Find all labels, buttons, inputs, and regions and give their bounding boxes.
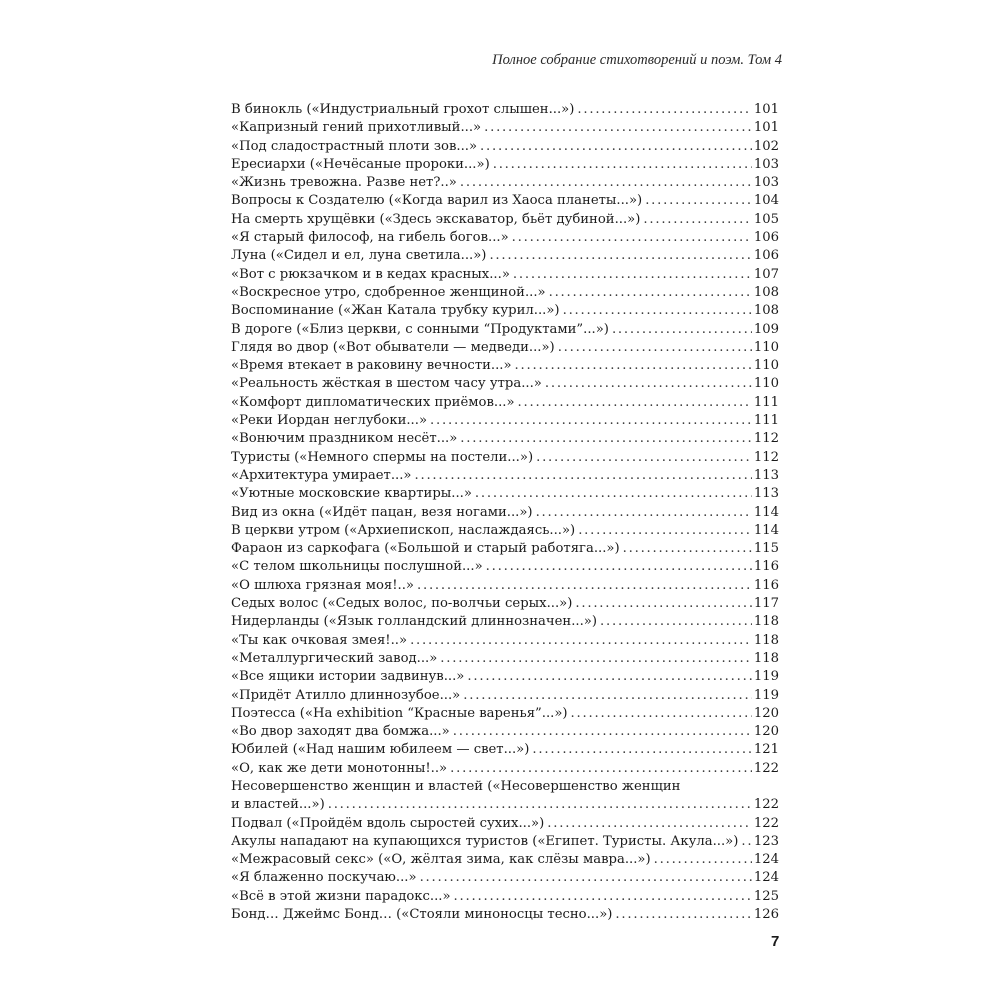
toc-entry (231, 192, 779, 210)
toc-entry (231, 375, 779, 393)
dot-leader (453, 723, 752, 741)
toc-entry (231, 906, 779, 924)
toc-entry (231, 229, 779, 247)
dot-leader (489, 247, 751, 265)
toc-entry-page: 110 (753, 358, 779, 374)
dot-leader (513, 266, 752, 284)
toc-entry-page: 112 (753, 449, 779, 465)
running-header: Полное собрание стихотворений и поэм. Том 4 (492, 52, 782, 68)
toc-entry-page: 102 (753, 138, 779, 154)
toc-entry (231, 247, 779, 265)
toc-entry-title: В бинокль («Индустриальный грохот слышен...») (231, 102, 575, 117)
toc-entry (231, 101, 779, 119)
toc-entry (231, 650, 779, 668)
dot-leader (536, 449, 752, 467)
toc-entry-page: 116 (753, 577, 779, 593)
toc-entry (231, 467, 779, 485)
toc-entry (231, 485, 779, 503)
toc-entry-title: «Я старый философ, на гибель богов...» (231, 230, 509, 246)
toc-entry (231, 632, 779, 650)
dot-leader (645, 192, 752, 210)
toc-entry (231, 449, 779, 467)
toc-entry (231, 705, 779, 723)
toc-entry-page: 124 (753, 870, 779, 886)
toc-entry (231, 723, 779, 741)
toc-entry (231, 138, 779, 156)
dot-leader (741, 833, 751, 851)
dot-leader (532, 741, 751, 759)
toc-entry-title: «Вонючим праздником несёт...» (231, 431, 458, 447)
dot-leader (430, 412, 752, 430)
dot-leader (577, 101, 751, 119)
toc-entry-title: «Придёт Атилло длиннозубое...» (231, 687, 461, 703)
dot-leader (536, 504, 752, 522)
page-number: 7 (771, 933, 780, 950)
toc-entry (231, 577, 779, 595)
toc-entry-title: Седых волос («Седых волос, по-волчьи серых...») (231, 596, 573, 612)
toc-entry-title: Поэтесса («На exhibition “Красные варенья”...») (231, 705, 568, 721)
toc-entry-title: «Уютные московские квартиры...» (231, 486, 472, 502)
toc-entry-title: «С телом школьницы послушной...» (231, 559, 483, 575)
dot-leader (417, 577, 752, 595)
dot-leader (600, 613, 752, 631)
toc-entry (231, 504, 779, 522)
dot-leader (547, 815, 752, 833)
toc-entry-page: 119 (753, 687, 779, 703)
dot-leader (512, 229, 752, 247)
toc-entry (231, 741, 779, 759)
dot-leader (643, 211, 751, 229)
toc-entry-title: «Всё в этой жизни парадокс...» (231, 888, 451, 904)
toc-entry-page: 125 (753, 888, 779, 904)
toc-entry-title: В церкви утром («Архиепископ, наслаждаясь...») (231, 522, 576, 538)
toc-entry-title: Нидерланды («Язык голландский длиннозначен...») (231, 614, 598, 630)
toc-entry-title: «О шлюха грязная моя!..» (231, 577, 414, 593)
toc-entry-page: 109 (753, 321, 779, 337)
toc-entry-page: 122 (753, 815, 779, 831)
toc-entry-page: 121 (753, 742, 779, 758)
toc-entry-title: Вид из окна («Идёт пацан, везя ногами...») (231, 504, 533, 520)
dot-leader (563, 302, 752, 320)
toc-entry-title: «Капризный гений прихотливый...» (231, 120, 482, 136)
toc-entry (231, 613, 779, 631)
toc-entry-page: 106 (753, 248, 779, 264)
dot-leader (515, 357, 752, 375)
toc-entry-title: Воспоминание («Жан Катала трубку курил...») (231, 303, 560, 319)
toc-entry-title: и властей...») (231, 797, 325, 813)
toc-entry (231, 833, 779, 851)
toc-entry-page: 101 (753, 102, 779, 117)
toc-entry-title: Подвал («Пройдём вдоль сыростей сухих...») (231, 815, 545, 831)
toc-entry-page: 110 (753, 376, 779, 392)
toc-entry (231, 266, 779, 284)
toc-entry-title: Вопросы к Создателю («Когда варил из Хаоса планеты...») (231, 193, 643, 209)
toc-entry-title: «Я блаженно поскучаю...» (231, 870, 417, 886)
dot-leader (615, 906, 751, 924)
toc-entry-page: 118 (753, 650, 779, 666)
toc-entry-title: «Вот с рюкзачком и в кедах красных...» (231, 266, 510, 282)
toc-entry-title: «Время втекает в раковину вечности...» (231, 358, 512, 374)
dot-leader (460, 174, 752, 192)
toc-entry (231, 522, 779, 540)
toc-entry-page: 101 (753, 120, 779, 136)
toc-entry (231, 558, 779, 576)
toc-entry-title: На смерть хрущёвки («Здесь экскаватор, бьёт дубиной...») (231, 211, 641, 227)
toc-entry-title: «О, как же дети монотонны!..» (231, 760, 448, 776)
toc-entry-page: 112 (753, 431, 779, 447)
dot-leader (484, 119, 752, 137)
toc-entry-page: 115 (753, 541, 779, 557)
toc-entry (231, 888, 779, 906)
toc-entry-title: «Во двор заходят два бомжа...» (231, 724, 450, 740)
toc-entry-title: В дороге («Близ церкви, с сонными “Продуктами”...») (231, 321, 609, 337)
toc-entry (231, 796, 779, 814)
toc-entry-title: «Архитектура умирает...» (231, 467, 412, 483)
toc-entry (231, 321, 779, 339)
toc-entry-title: Бонд… Джеймс Бонд… («Стояли миноносцы тесно...») (231, 907, 613, 923)
dot-leader (518, 394, 752, 412)
toc-entry-page: 122 (753, 797, 779, 813)
toc-entry-page: 114 (753, 504, 779, 520)
toc-entry-page: 123 (753, 833, 779, 849)
toc-entry (231, 339, 779, 357)
dot-leader (463, 687, 752, 705)
dot-leader (486, 558, 752, 576)
toc-entry-page: 103 (753, 156, 779, 172)
toc-entry (231, 302, 779, 320)
toc-entry-title: Ересиархи («Нечёсаные пророки...») (231, 156, 490, 172)
toc-entry-page: 118 (753, 614, 779, 630)
toc-entry-page: 111 (753, 413, 779, 429)
dot-leader (454, 888, 752, 906)
dot-leader (467, 668, 751, 686)
toc-entry-title: «Ты как очковая змея!..» (231, 632, 408, 648)
toc-entry-page: 120 (753, 705, 779, 721)
toc-entry (231, 815, 779, 833)
toc-entry (231, 851, 779, 869)
dot-leader (493, 156, 752, 174)
toc-entry (231, 284, 779, 302)
toc-entry (231, 357, 779, 375)
toc-entry-page: 110 (753, 339, 779, 355)
table-of-contents (231, 101, 779, 924)
dot-leader (480, 138, 752, 156)
toc-entry-page: 104 (753, 193, 779, 209)
toc-entry-page: 111 (753, 394, 779, 410)
toc-entry-title: «Металлургический завод...» (231, 650, 438, 666)
toc-entry (231, 174, 779, 192)
toc-entry-page: 103 (753, 175, 779, 191)
toc-entry-title: «Воскресное утро, сдобренное женщиной...» (231, 284, 546, 300)
toc-entry (231, 430, 779, 448)
toc-entry-title: «Под сладострастный плоти зов...» (231, 138, 478, 154)
toc-entry-page: 124 (753, 852, 779, 868)
toc-entry-title: Фараон из саркофага («Большой и старый работяга...») (231, 541, 620, 557)
dot-leader (475, 485, 752, 503)
toc-entry (231, 760, 779, 778)
dot-leader (623, 540, 752, 558)
toc-entry (231, 869, 779, 887)
toc-entry (231, 668, 779, 686)
dot-leader (414, 467, 751, 485)
toc-entry-page: 114 (753, 522, 779, 538)
dot-leader (440, 650, 752, 668)
toc-entry-page: 108 (753, 303, 779, 319)
dot-leader (328, 796, 752, 814)
dot-leader (549, 284, 752, 302)
toc-entry-title: «Межрасовый секс» («О, жёлтая зима, как слёзы мавра...») (231, 852, 651, 868)
toc-entry-page: 116 (753, 559, 779, 575)
dot-leader (460, 430, 752, 448)
toc-entry-title: Юбилей («Над нашим юбилеем — свет...») (231, 742, 530, 758)
toc-entry (231, 394, 779, 412)
toc-entry-page: 106 (753, 230, 779, 246)
toc-entry-page: 122 (753, 760, 779, 776)
toc-entry-title: «Жизнь тревожна. Разве нет?..» (231, 175, 457, 191)
toc-entry-page: 120 (753, 724, 779, 740)
dot-leader (654, 851, 752, 869)
toc-entry-page: 119 (753, 669, 779, 685)
toc-entry-title: Туристы («Немного спермы на постели...») (231, 449, 534, 465)
dot-leader (545, 375, 752, 393)
toc-entry-title: Луна («Сидел и ел, луна светила...») (231, 248, 487, 264)
toc-entry-page: 126 (753, 907, 779, 923)
toc-entry (231, 778, 779, 796)
toc-entry-title: «Реки Иордан неглубоки...» (231, 413, 428, 429)
toc-entry-page: 105 (753, 211, 779, 227)
toc-entry (231, 156, 779, 174)
toc-entry-title: «Все ящики истории задвинув...» (231, 669, 465, 685)
dot-leader (578, 522, 752, 540)
toc-entry-title: Акулы нападают на купающихся туристов («Египет. Туристы. Акула...») (231, 833, 739, 849)
toc-entry-title: «Комфорт дипломатических приёмов...» (231, 394, 515, 410)
dot-leader (420, 869, 752, 887)
toc-entry-page: 113 (753, 467, 779, 483)
toc-entry-page: 118 (753, 632, 779, 648)
toc-entry-page: 117 (753, 596, 779, 612)
toc-entry-title: Глядя во двор («Вот обыватели — медведи...») (231, 339, 555, 355)
dot-leader (612, 321, 752, 339)
toc-entry (231, 211, 779, 229)
toc-entry-page: 108 (753, 284, 779, 300)
toc-entry-title: Несовершенство женщин и властей («Несовершенство женщин (231, 778, 681, 794)
toc-entry-page: 113 (753, 486, 779, 502)
dot-leader (571, 705, 752, 723)
dot-leader (450, 760, 752, 778)
toc-entry (231, 595, 779, 613)
toc-entry-title: «Реальность жёсткая в шестом часу утра...» (231, 376, 542, 392)
toc-entry (231, 412, 779, 430)
dot-leader (575, 595, 751, 613)
toc-entry (231, 119, 779, 137)
toc-entry (231, 540, 779, 558)
toc-entry-page: 107 (753, 266, 779, 282)
dot-leader (410, 632, 752, 650)
dot-leader (558, 339, 752, 357)
toc-entry (231, 687, 779, 705)
